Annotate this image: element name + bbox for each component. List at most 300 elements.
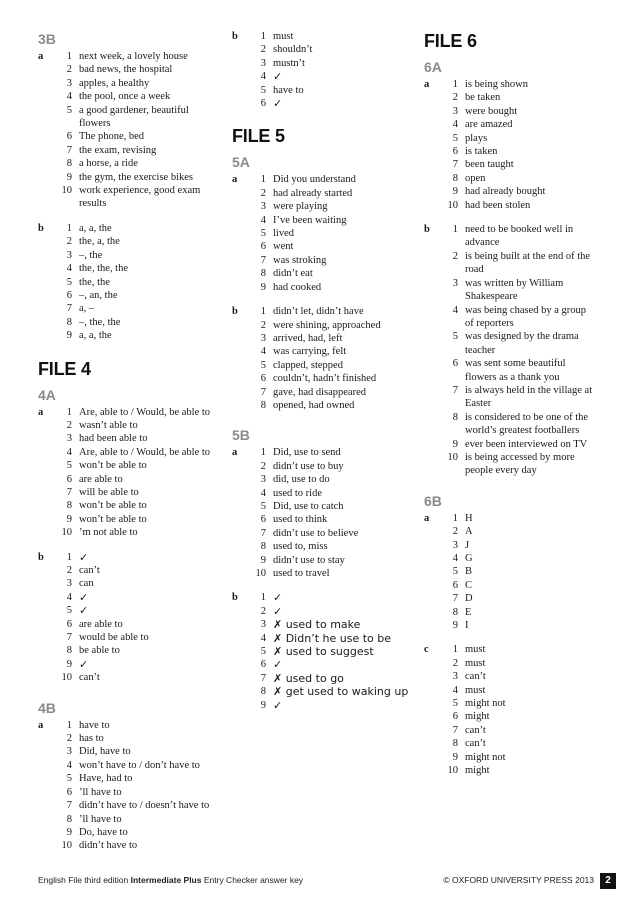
answer-number: 5	[66, 605, 72, 617]
exercise-letter	[232, 399, 252, 412]
section-heading: 4A	[38, 386, 56, 403]
exercise-letter: a	[232, 447, 238, 459]
exercise-letter	[424, 357, 444, 370]
answer-row	[38, 144, 223, 157]
answer-row	[232, 281, 412, 294]
answer-number: 10	[61, 527, 72, 539]
answer-number: 1	[66, 406, 72, 418]
answer-number	[444, 464, 465, 477]
answer-number	[444, 317, 465, 330]
answer-text: is taken	[465, 146, 498, 158]
exercise-letter	[232, 267, 252, 280]
answer-number: 7	[66, 303, 72, 315]
answer-row	[424, 158, 604, 171]
exercise-letter	[424, 592, 444, 605]
exercise-letter	[38, 813, 58, 826]
answer-text: ✓	[79, 657, 89, 671]
exercise-letter	[424, 684, 444, 697]
exercise-letter	[232, 527, 252, 540]
answer-number: 10	[255, 568, 266, 579]
exercise-letter	[38, 658, 58, 671]
answer-row	[38, 77, 223, 90]
answer-text: used to think	[273, 514, 328, 526]
answer-text: arrived, had, left	[273, 332, 343, 344]
answer-row	[38, 329, 223, 342]
exercise-letter	[424, 236, 444, 249]
answer-row	[424, 317, 604, 330]
answer-number: 10	[61, 672, 72, 684]
answer-row	[424, 697, 604, 710]
exercise-letter	[424, 451, 444, 464]
exercise-letter	[38, 77, 58, 90]
answer-text: are able to	[79, 473, 123, 485]
answer-text: used to ride	[273, 487, 322, 499]
answer-text: flowers	[79, 118, 111, 130]
answer-row	[38, 262, 223, 275]
page-footer	[38, 873, 616, 889]
answer-text: were bought	[465, 105, 518, 117]
answer-text: might not	[465, 751, 506, 763]
exercise-letter	[424, 579, 444, 592]
exercise-letter	[38, 316, 58, 329]
answer-number	[444, 371, 465, 384]
answer-number: 8	[452, 411, 458, 423]
answer-row	[424, 411, 604, 424]
answer-row	[424, 263, 604, 276]
answer-row	[424, 304, 604, 317]
answer-number: 3	[66, 433, 72, 445]
exercise-letter	[232, 540, 252, 553]
answer-row	[424, 606, 604, 619]
answer-text: been taught	[465, 159, 514, 171]
answer-text: mustn’t	[273, 57, 305, 69]
answer-number: 5	[66, 773, 72, 785]
answer-text: open	[465, 172, 486, 184]
exercise-letter	[232, 386, 252, 399]
answer-row	[38, 235, 223, 248]
answer-number: 9	[66, 513, 72, 525]
answer-row	[38, 745, 223, 758]
answer-row	[38, 432, 223, 445]
answer-row	[38, 564, 223, 577]
exercise-letter	[232, 97, 252, 110]
answer-number: 5	[452, 566, 458, 578]
answer-text: must	[465, 684, 486, 696]
answer-text: will be able to	[79, 486, 139, 498]
answer-row	[424, 132, 604, 145]
answer-row	[424, 371, 604, 384]
answer-number: 5	[452, 132, 458, 144]
answer-number: 8	[260, 541, 266, 553]
answer-text: was sent some beautiful	[465, 358, 566, 370]
exercise-letter	[38, 826, 58, 839]
answer-text: ✗ used to go	[273, 671, 344, 685]
answer-number: 7	[260, 527, 266, 539]
exercise-letter	[232, 500, 252, 513]
answer-number: 3	[260, 332, 266, 344]
answer-text: had been able to	[79, 433, 148, 445]
answer-row	[232, 319, 412, 332]
answer-row	[424, 172, 604, 185]
answer-text: used to, miss	[273, 541, 328, 553]
answer-text: must	[465, 644, 486, 656]
answer-number	[444, 236, 465, 249]
answer-row	[232, 214, 412, 227]
answer-row	[38, 197, 223, 210]
answer-text: clapped, stepped	[273, 359, 343, 371]
answer-row	[232, 254, 412, 267]
answer-row	[232, 399, 412, 412]
answer-text: of reporters	[465, 317, 514, 329]
exercise-letter	[232, 685, 252, 698]
exercise-letter	[38, 759, 58, 772]
exercise-section	[232, 30, 412, 110]
exercise-letter	[424, 670, 444, 683]
answer-text: gave, had disappeared	[273, 386, 366, 398]
answer-text: had already bought	[465, 186, 546, 198]
exercise-letter	[38, 604, 58, 617]
answer-text: ✓	[273, 591, 283, 605]
answer-number: 5	[260, 84, 266, 96]
answer-text: E	[465, 606, 472, 618]
exercise-letter	[232, 567, 252, 580]
answer-number: 3	[452, 277, 458, 289]
answer-text: flowers as a thank you	[465, 371, 560, 383]
answer-text: used to travel	[273, 568, 330, 579]
answer-number: 1	[66, 51, 72, 62]
exercise-letter: b	[232, 592, 238, 604]
answer-row	[232, 591, 412, 604]
answer-row	[38, 473, 223, 486]
answer-row	[38, 526, 223, 539]
answer-row	[424, 592, 604, 605]
answer-number: 1	[260, 306, 266, 318]
answer-text: can’t	[79, 565, 100, 576]
answer-row	[38, 759, 223, 772]
answer-row	[232, 473, 412, 486]
answer-row	[232, 540, 412, 553]
answer-row	[232, 685, 412, 698]
answer-text: must	[273, 31, 294, 42]
answer-text: Are, able to / Would, be able to	[79, 406, 211, 418]
exercise-section	[38, 222, 223, 343]
answer-text: teacher	[465, 344, 496, 356]
answer-number: 8	[66, 500, 72, 512]
answer-row	[38, 50, 223, 63]
answer-text: might	[465, 765, 490, 777]
answer-row	[38, 513, 223, 526]
answer-row	[38, 719, 223, 732]
answer-text: ✗ get used to waking up	[273, 685, 409, 699]
answer-row	[232, 187, 412, 200]
exercise-letter	[38, 104, 58, 117]
answer-number: 7	[452, 593, 458, 605]
exercise-letter	[38, 839, 58, 852]
answer-text: ✓	[273, 698, 283, 712]
answer-row	[232, 332, 412, 345]
answer-text: the exam, revising	[79, 144, 157, 156]
answer-number: 8	[66, 813, 72, 825]
answer-text: –, the	[79, 249, 103, 261]
exercise-letter	[38, 526, 58, 539]
answer-text: didn’t eat	[273, 268, 313, 280]
exercise-letter	[232, 618, 252, 631]
exercise-letter	[232, 359, 252, 372]
exercise-letter	[38, 772, 58, 785]
answer-row	[38, 826, 223, 839]
answer-text: was designed by the drama	[465, 331, 579, 343]
answer-number: 9	[260, 554, 266, 566]
answer-number: 6	[66, 289, 72, 301]
answer-number: 8	[260, 686, 266, 698]
answer-text: would be able to	[79, 632, 149, 644]
answer-row	[232, 567, 412, 580]
answer-text: the, a, the	[79, 236, 120, 248]
answer-number: 2	[66, 64, 72, 76]
answer-number: 4	[66, 446, 72, 458]
answer-text: ✗ used to suggest	[273, 645, 374, 659]
answer-number: 2	[452, 657, 458, 669]
answer-text: ✓	[273, 658, 283, 672]
exercise-letter	[424, 697, 444, 710]
exercise-letter	[38, 564, 58, 577]
exercise-letter: a	[232, 174, 238, 186]
answer-number: 4	[452, 684, 458, 696]
answer-row	[38, 671, 223, 684]
answer-number	[444, 397, 465, 410]
answer-row	[232, 359, 412, 372]
exercise-letter	[424, 464, 444, 477]
answer-number: 10	[61, 840, 72, 852]
answer-row	[38, 249, 223, 262]
answer-text: Did, have to	[79, 746, 131, 758]
answer-row	[232, 513, 412, 526]
exercise-letter	[232, 513, 252, 526]
answer-text: wasn’t able to	[79, 419, 138, 431]
answer-number: 4	[66, 759, 72, 771]
answer-text: have to	[273, 84, 304, 96]
exercise-letter	[232, 70, 252, 83]
answer-row	[424, 105, 604, 118]
exercise-letter	[424, 263, 444, 276]
answer-number: 3	[66, 77, 72, 89]
answer-row	[232, 267, 412, 280]
exercise-letter	[232, 254, 252, 267]
answer-number: 3	[66, 578, 72, 590]
answer-text: was being chased by a group	[465, 304, 587, 316]
answer-row	[38, 276, 223, 289]
answer-text: won’t have to / don’t have to	[79, 759, 200, 771]
answer-text: can	[79, 578, 94, 590]
file-heading: FILE 4	[38, 358, 91, 379]
file-heading: FILE 6	[424, 31, 477, 51]
exercise-letter	[38, 499, 58, 512]
exercise-letter	[424, 397, 444, 410]
answer-text: had cooked	[273, 281, 322, 293]
answer-row	[424, 552, 604, 565]
answer-number: 6	[260, 373, 266, 385]
answer-row	[424, 185, 604, 198]
answer-number: 3	[260, 201, 266, 213]
answer-number: 7	[452, 724, 458, 736]
answer-number: 4	[260, 346, 266, 358]
answer-text: Have, had to	[79, 773, 133, 785]
exercise-section	[424, 78, 604, 212]
exercise-letter	[424, 565, 444, 578]
answer-text: were playing	[273, 201, 328, 213]
answer-number: 7	[66, 144, 72, 156]
answer-row	[232, 645, 412, 658]
answer-text: won’t be able to	[79, 460, 147, 472]
answer-text: Did, use to send	[273, 447, 341, 459]
exercise-letter	[424, 764, 444, 777]
answer-row	[424, 223, 604, 236]
exercise-letter	[38, 144, 58, 157]
answer-number: 8	[260, 399, 266, 411]
answer-row	[424, 277, 604, 290]
answer-text: has to	[79, 733, 104, 745]
answer-row	[424, 357, 604, 370]
exercise-letter	[424, 277, 444, 290]
answer-text: ✓	[273, 97, 283, 111]
answer-text: can’t	[465, 671, 486, 683]
answer-number	[444, 344, 465, 357]
answer-number: 4	[452, 304, 458, 316]
answer-row	[232, 632, 412, 645]
answer-row	[232, 173, 412, 186]
exercise-section	[38, 406, 223, 540]
answer-text: a, a, the	[79, 222, 112, 234]
exercise-letter	[38, 577, 58, 590]
answer-row	[38, 130, 223, 143]
answer-row	[424, 579, 604, 592]
answer-number: 3	[260, 619, 266, 631]
answer-text: plays	[465, 132, 488, 144]
answer-number: 4	[260, 487, 266, 499]
answer-text: might	[465, 711, 490, 723]
answer-text: is always held in the village at	[465, 384, 593, 396]
answer-text: a horse, a ride	[79, 158, 138, 170]
answer-text: be taken	[465, 92, 501, 104]
answer-number: 4	[260, 632, 266, 644]
exercise-letter	[38, 302, 58, 315]
answer-row	[38, 839, 223, 852]
answer-text: were shining, approached	[273, 319, 381, 331]
answer-number: 9	[66, 658, 72, 670]
answer-text: ✓	[273, 604, 283, 618]
answer-text: Are, able to / Would, be able to	[79, 446, 211, 458]
exercise-letter	[424, 91, 444, 104]
answer-number: 1	[66, 551, 72, 563]
footer-copyright: © OXFORD UNIVERSITY PRESS 2013	[443, 875, 594, 885]
answer-row	[232, 97, 412, 110]
answer-text: didn’t let, didn’t have	[273, 306, 364, 318]
answer-row	[232, 43, 412, 56]
exercise-letter	[38, 799, 58, 812]
answer-text: ’ll have to	[79, 813, 122, 825]
answer-number	[444, 263, 465, 276]
answer-row	[38, 799, 223, 812]
answer-number: 2	[452, 250, 458, 262]
answer-row	[38, 732, 223, 745]
exercise-letter	[232, 460, 252, 473]
answer-row	[232, 345, 412, 358]
exercise-letter	[38, 745, 58, 758]
answer-number	[444, 424, 465, 437]
answer-number: 1	[452, 224, 458, 236]
exercise-letter	[232, 554, 252, 567]
answer-number: 5	[260, 228, 266, 240]
answer-number	[444, 290, 465, 303]
answer-text: –, an, the	[79, 289, 118, 301]
answer-text: world’s greatest footballers	[465, 425, 580, 437]
answer-text: might not	[465, 698, 506, 710]
answer-text: G	[465, 553, 473, 564]
answer-text: didn’t use to believe	[273, 527, 359, 539]
answer-row	[424, 737, 604, 750]
answer-text: a, a, the	[79, 330, 112, 342]
answer-number: 7	[66, 800, 72, 812]
answer-number: 1	[452, 512, 458, 524]
answer-number: 4	[66, 591, 72, 603]
answer-text: lived	[273, 228, 294, 240]
exercise-letter	[232, 319, 252, 332]
exercise-section	[424, 512, 604, 633]
answer-number: 3	[66, 249, 72, 261]
answer-text: ’ll have to	[79, 786, 122, 798]
answer-text: didn’t use to buy	[273, 460, 344, 472]
exercise-letter	[232, 372, 252, 385]
answer-row	[424, 91, 604, 104]
answer-column-2	[232, 30, 412, 712]
answer-text: The phone, bed	[79, 131, 145, 143]
answer-row	[424, 464, 604, 477]
answer-row	[424, 78, 604, 91]
answer-text: won’t be able to	[79, 500, 147, 512]
answer-row	[424, 250, 604, 263]
answer-number: 6	[260, 241, 266, 253]
answer-row	[38, 289, 223, 302]
exercise-section	[38, 551, 223, 685]
answer-row	[424, 710, 604, 723]
answer-number: 6	[66, 131, 72, 143]
exercise-letter	[38, 289, 58, 302]
exercise-letter	[232, 200, 252, 213]
answer-row	[232, 446, 412, 459]
exercise-letter	[232, 187, 252, 200]
answer-text: people every day	[465, 465, 537, 477]
answer-number: 8	[260, 268, 266, 280]
answer-text: I’ve been waiting	[273, 214, 347, 226]
exercise-letter	[232, 605, 252, 618]
answer-column-1	[38, 30, 223, 853]
answer-row	[38, 90, 223, 103]
answer-row	[424, 118, 604, 131]
exercise-letter	[424, 751, 444, 764]
exercise-letter	[424, 158, 444, 171]
answer-text: need to be booked well in	[465, 224, 574, 236]
answer-text: ’m not able to	[79, 527, 138, 539]
exercise-letter	[232, 227, 252, 240]
answer-row	[232, 57, 412, 70]
answer-number: 6	[260, 514, 266, 526]
exercise-letter	[38, 486, 58, 499]
answer-text: J	[465, 539, 470, 551]
answer-text: B	[465, 566, 473, 578]
answer-number: 8	[66, 316, 72, 328]
answer-row	[38, 618, 223, 631]
answer-row	[424, 145, 604, 158]
